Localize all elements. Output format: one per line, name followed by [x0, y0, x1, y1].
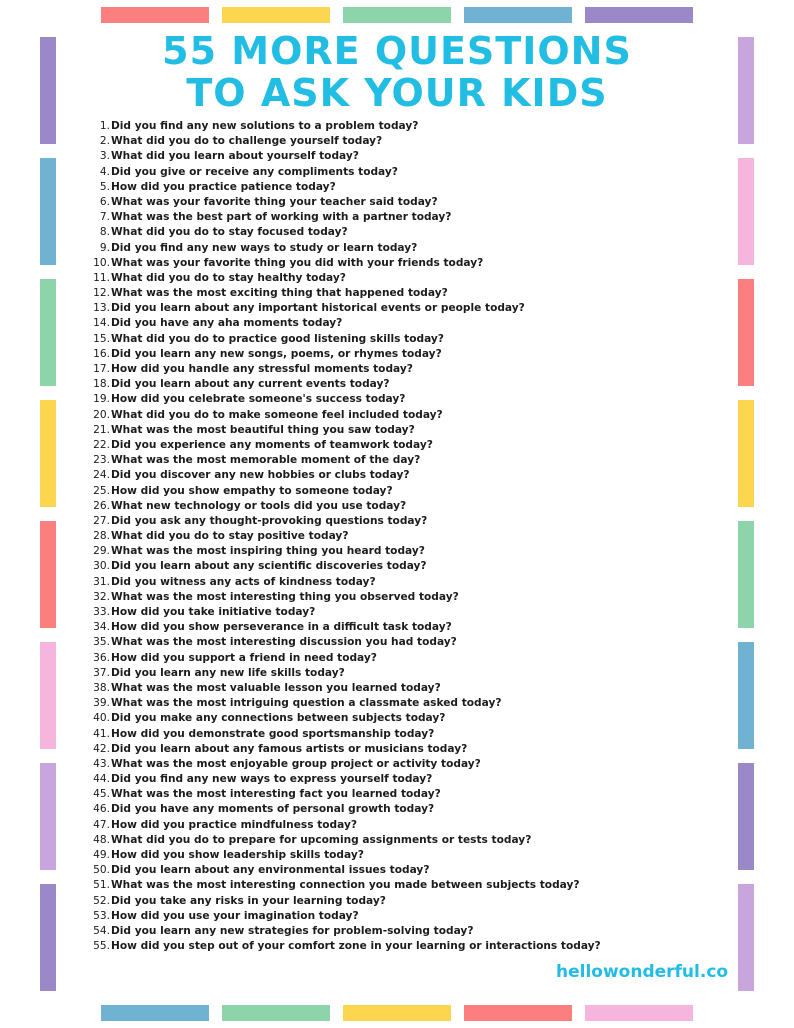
question-text: Did you learn about any important historical events or people today?: [111, 302, 525, 315]
list-item: [90, 316, 730, 331]
question-number: 4.: [99, 165, 110, 178]
question-text: What did you do to practice good listening skills today?: [111, 332, 444, 345]
bottom-bar-green: [222, 1005, 330, 1021]
list-item: [90, 757, 730, 772]
question-number: 38.: [93, 681, 110, 694]
list-item: [90, 134, 730, 149]
list-item: [90, 362, 730, 377]
list-item: [90, 438, 730, 453]
list-item: [90, 210, 730, 225]
question-number: 1.: [99, 120, 110, 132]
list-item: [90, 787, 730, 802]
right-bar-red: [738, 279, 754, 386]
question-text: How did you show perseverance in a difficult task today?: [111, 621, 452, 634]
question-number: 9.: [99, 241, 110, 254]
question-text: How did you support a friend in need today?: [111, 651, 377, 664]
question-number: 6.: [99, 195, 110, 208]
left-bar-purple-2: [40, 884, 56, 991]
question-number: 17.: [93, 363, 110, 375]
question-text: How did you celebrate someone's success today?: [111, 393, 406, 406]
list-item: [90, 225, 730, 240]
list-item: [90, 848, 730, 863]
bottom-bar-yellow: [343, 1005, 451, 1021]
list-item: [90, 939, 730, 954]
question-number: 36.: [93, 651, 110, 664]
list-item: [90, 301, 730, 316]
question-text: What was the most exciting thing that happened today?: [111, 287, 448, 300]
list-item: [90, 711, 730, 726]
question-text: How did you show empathy to someone today?: [111, 484, 393, 497]
page-title: [0, 30, 794, 114]
question-text: How did you show leadership skills today?: [111, 849, 364, 861]
list-item: [90, 484, 730, 499]
list-item: [90, 772, 730, 787]
question-number: 14.: [93, 317, 110, 330]
list-item: [90, 256, 730, 271]
question-number: 34.: [93, 621, 110, 634]
question-text: What new technology or tools did you use today?: [111, 499, 407, 512]
question-number: 37.: [93, 666, 110, 679]
list-item: [90, 392, 730, 407]
question-text: Did you learn about any scientific discoveries today?: [111, 560, 427, 573]
list-item: [90, 894, 730, 909]
question-text: Did you learn any new life skills today?: [111, 666, 345, 679]
list-item: [90, 742, 730, 757]
question-text: How did you practice patience today?: [111, 180, 336, 193]
left-bar-lavender: [40, 763, 56, 870]
question-number: 7.: [99, 211, 110, 224]
question-text: What was the best part of working with a partner today?: [111, 211, 452, 224]
question-number: 50.: [93, 864, 110, 877]
question-number: 53.: [93, 909, 110, 922]
question-number: 23.: [93, 454, 110, 467]
list-item: [90, 666, 730, 681]
question-number: 18.: [93, 378, 110, 391]
question-text: What did you do to prepare for upcoming assignments or tests today?: [111, 833, 532, 846]
question-text: Did you have any aha moments today?: [111, 317, 343, 330]
left-bar-green: [40, 279, 56, 386]
question-text: Did you have any moments of personal growth today?: [111, 803, 435, 816]
right-bar-purple: [738, 763, 754, 870]
question-text: How did you practice mindfulness today?: [111, 818, 358, 831]
list-item: [90, 408, 730, 423]
question-text: What was the most memorable moment of the day?: [111, 454, 421, 467]
question-text: How did you step out of your comfort zone in your learning or interactions today?: [111, 940, 601, 953]
list-item: [90, 878, 730, 893]
question-text: Did you witness any acts of kindness today?: [111, 575, 376, 588]
question-number: 19.: [93, 393, 110, 406]
list-item: [90, 651, 730, 666]
list-item: [90, 377, 730, 392]
question-number: 10.: [93, 256, 110, 269]
title-line-1: 55 MORE QUESTIONS: [162, 29, 632, 73]
left-bar-red: [40, 521, 56, 628]
question-text: How did you use your imagination today?: [111, 909, 359, 922]
question-text: What was the most beautiful thing you saw today?: [111, 423, 415, 436]
list-item: [90, 514, 730, 529]
list-item: [90, 605, 730, 620]
question-text: Did you discover any new hobbies or clubs today?: [111, 469, 410, 482]
top-bar-green: [343, 7, 451, 23]
right-bar-blue: [738, 642, 754, 749]
question-text: Did you learn about any environmental issues today?: [111, 864, 430, 877]
question-number: 24.: [93, 469, 110, 482]
list-item: [90, 802, 730, 817]
website-url[interactable]: hellowonderful.co: [556, 962, 729, 982]
question-number: 41.: [93, 727, 110, 740]
list-item: [90, 727, 730, 742]
question-number: 40.: [93, 712, 110, 725]
top-bar-purple: [585, 7, 693, 23]
question-text: What was the most valuable lesson you learned today?: [111, 681, 441, 694]
question-text: Did you take any risks in your learning today?: [111, 894, 386, 907]
question-number: 27.: [93, 514, 110, 527]
question-text: How did you handle any stressful moments today?: [111, 363, 413, 375]
question-text: What did you do to make someone feel included today?: [111, 408, 443, 421]
question-number: 28.: [93, 530, 110, 543]
list-item: [90, 286, 730, 301]
question-number: 3.: [99, 150, 110, 163]
bottom-bar-red: [464, 1005, 572, 1021]
question-number: 29.: [93, 545, 110, 558]
question-text: What did you learn about yourself today?: [111, 150, 359, 163]
left-bar-yellow: [40, 400, 56, 507]
question-number: 26.: [93, 499, 110, 512]
question-text: Did you find any new solutions to a problem today?: [111, 120, 419, 132]
question-text: Did you experience any moments of teamwork today?: [111, 438, 433, 451]
list-item: [90, 620, 730, 635]
left-bar-pink: [40, 642, 56, 749]
question-number: 16.: [93, 347, 110, 360]
question-number: 33.: [93, 606, 110, 618]
question-text: Did you learn about any famous artists or musicians today?: [111, 742, 468, 755]
question-number: 45.: [93, 788, 110, 801]
list-item: [90, 863, 730, 878]
question-text: How did you demonstrate good sportsmanship today?: [111, 727, 435, 740]
right-bar-pink: [738, 158, 754, 265]
list-item: [90, 119, 730, 134]
list-item: [90, 575, 730, 590]
list-item: [90, 165, 730, 180]
question-text: What was the most interesting fact you learned today?: [111, 788, 441, 801]
list-item: [90, 423, 730, 438]
list-item: [90, 271, 730, 286]
top-bar-red: [101, 7, 209, 23]
question-number: 15.: [93, 332, 110, 345]
question-number: 47.: [93, 818, 110, 831]
question-number: 2.: [99, 135, 110, 148]
question-text: Did you learn any new songs, poems, or rhymes today?: [111, 347, 442, 360]
list-item: [90, 453, 730, 468]
right-bar-yellow: [738, 400, 754, 507]
question-text: What was the most interesting discussion you had today?: [111, 636, 457, 649]
list-item: [90, 195, 730, 210]
left-bar-blue: [40, 158, 56, 265]
question-number: 48.: [93, 833, 110, 846]
question-number: 39.: [93, 697, 110, 710]
list-item: [90, 529, 730, 544]
list-item: [90, 347, 730, 362]
list-item: [90, 681, 730, 696]
question-text: What was the most enjoyable group project or activity today?: [111, 757, 481, 770]
question-number: 8.: [99, 226, 110, 239]
question-number: 55.: [93, 940, 110, 953]
question-number: 20.: [93, 408, 110, 421]
question-number: 52.: [93, 894, 110, 907]
question-text: Did you learn any new strategies for problem-solving today?: [111, 924, 474, 937]
question-number: 49.: [93, 849, 110, 861]
question-number: 54.: [93, 924, 110, 937]
question-number: 46.: [93, 803, 110, 816]
list-item: [90, 833, 730, 848]
question-number: 25.: [93, 484, 110, 497]
list-item: [90, 149, 730, 164]
question-text: Did you make any connections between subjects today?: [111, 712, 446, 725]
question-number: 31.: [93, 575, 110, 588]
list-item: [90, 696, 730, 711]
question-text: Did you find any new ways to express yourself today?: [111, 773, 433, 786]
title-line-2: TO ASK YOUR KIDS: [186, 71, 608, 115]
question-text: How did you take initiative today?: [111, 606, 316, 618]
right-bar-lavender-2: [738, 884, 754, 991]
question-text: What did you do to stay focused today?: [111, 226, 348, 239]
list-item: [90, 590, 730, 605]
question-text: What was your favorite thing your teacher said today?: [111, 195, 438, 208]
question-text: What was the most interesting thing you observed today?: [111, 590, 459, 603]
list-item: [90, 924, 730, 939]
question-text: What was the most inspiring thing you heard today?: [111, 545, 425, 558]
question-number: 30.: [93, 560, 110, 573]
list-item: [90, 544, 730, 559]
question-list: [90, 119, 730, 954]
list-item: [90, 468, 730, 483]
question-text: What did you do to stay healthy today?: [111, 271, 346, 284]
question-number: 21.: [93, 423, 110, 436]
question-number: 22.: [93, 438, 110, 451]
question-number: 13.: [93, 302, 110, 315]
question-text: Did you find any new ways to study or learn today?: [111, 241, 418, 254]
question-number: 5.: [99, 180, 110, 193]
question-text: What did you do to stay positive today?: [111, 530, 349, 543]
list-item: [90, 635, 730, 650]
question-text: What was the most interesting connection you made between subjects today?: [111, 879, 580, 892]
list-item: [90, 559, 730, 574]
list-item: [90, 499, 730, 514]
question-number: 43.: [93, 757, 110, 770]
bottom-bar-blue: [101, 1005, 209, 1021]
question-number: 32.: [93, 590, 110, 603]
top-bar-blue: [464, 7, 572, 23]
question-number: 11.: [93, 271, 110, 284]
list-item: [90, 180, 730, 195]
question-text: Did you give or receive any compliments today?: [111, 165, 398, 178]
question-text: What was your favorite thing you did with your friends today?: [111, 256, 484, 269]
list-item: [90, 332, 730, 347]
list-item: [90, 909, 730, 924]
list-item: [90, 241, 730, 256]
question-text: Did you learn about any current events today?: [111, 378, 390, 391]
list-item: [90, 818, 730, 833]
question-text: What was the most intriguing question a classmate asked today?: [111, 697, 502, 710]
top-bar-yellow: [222, 7, 330, 23]
question-number: 12.: [93, 287, 110, 300]
right-bar-green: [738, 521, 754, 628]
question-number: 35.: [93, 636, 110, 649]
question-text: Did you ask any thought-provoking questions today?: [111, 514, 428, 527]
bottom-bar-pink: [585, 1005, 693, 1021]
question-text: What did you do to challenge yourself today?: [111, 135, 383, 148]
question-number: 44.: [93, 773, 110, 786]
question-number: 51.: [93, 879, 110, 892]
question-number: 42.: [93, 742, 110, 755]
